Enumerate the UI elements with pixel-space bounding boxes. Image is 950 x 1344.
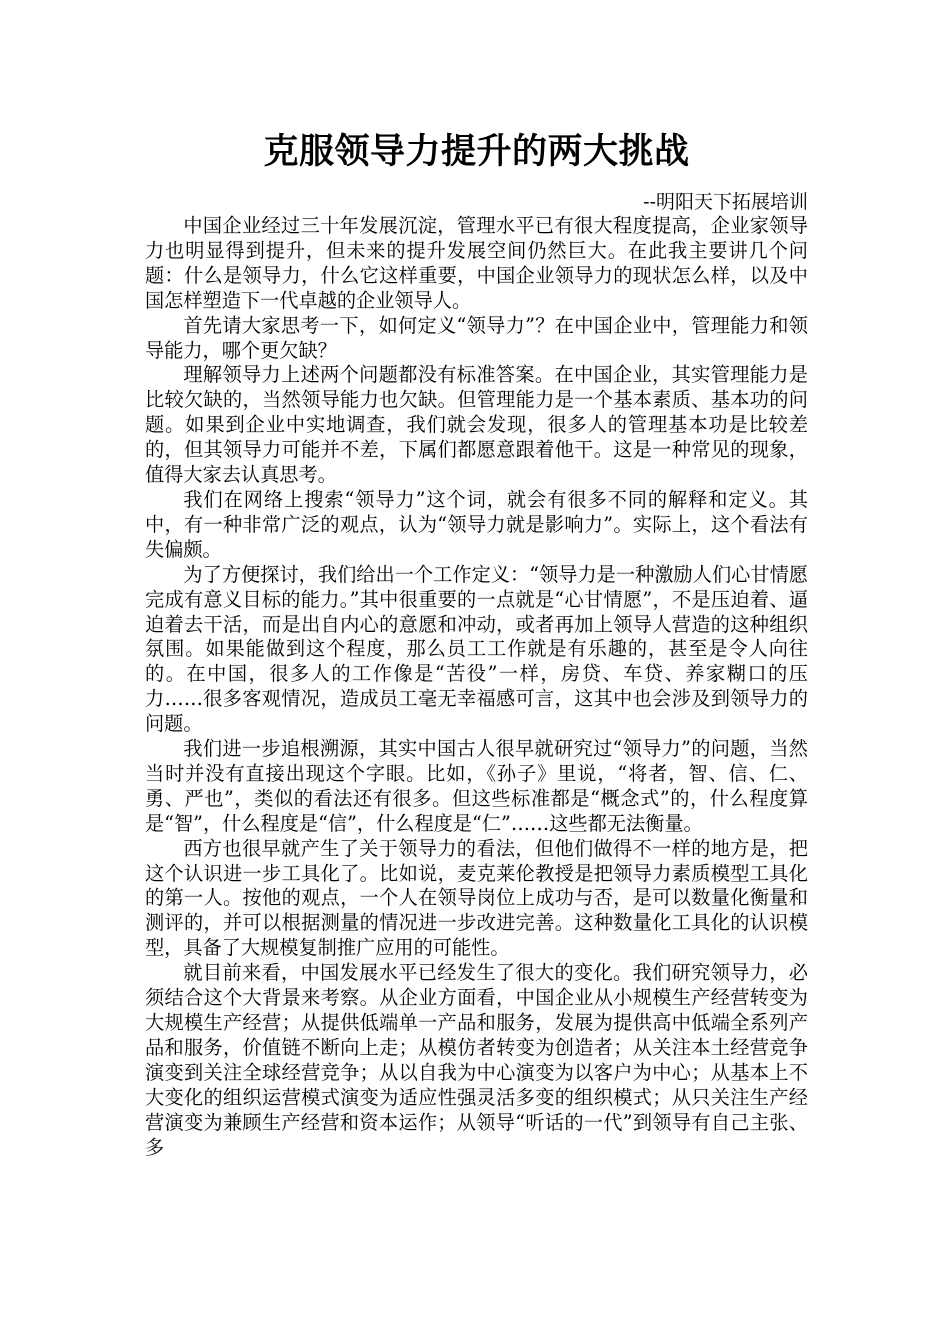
document-byline: --明阳天下拓展培训 [643, 191, 808, 213]
paragraph: 中国企业经过三十年发展沉淀，管理水平已有很大程度提高，企业家领导力也明显得到提升，但未来的提升发展空间仍然巨大。在此我主要讲几个问题：什么是领导力，什么它这样重要，中国企业领导力的现状怎么样，以及中国怎样塑造下一代卓越的企业领导人。 [145, 214, 808, 312]
paragraph: 就目前来看，中国发展水平已经发生了很大的变化。我们研究领导力，必须结合这个大背景来考察。从企业方面看，中国企业从小规模生产经营转变为大规模生产经营；从提供低端单一产品和服务，发展为提供高中低端全系列产品和服务，价值链不断向上走；从模仿者转变为创造者；从关注本土经营竞争演变到关注全球经营竞争；从以自我为中心演变为以客户为中心；从基本上不大变化的组织运营模式演变为适应性强灵活多变的组织模式；从只关注生产经营演变为兼顾生产经营和资本运作；从领导“听话的一代”到领导有自己主张、多 [145, 961, 808, 1159]
paragraph: 我们在网络上搜索“领导力”这个词，就会有很多不同的解释和定义。其中，有一种非常广泛的观点，认为“领导力就是影响力”。实际上，这个看法有失偏颇。 [145, 487, 808, 561]
paragraph: 首先请大家思考一下，如何定义“领导力”？在中国企业中，管理能力和领导能力，哪个更欠缺？ [145, 313, 808, 362]
paragraph: 为了方便探讨，我们给出一个工作定义：“领导力是一种激励人们心甘情愿完成有意义目标的能力。”其中很重要的一点就是“心甘情愿”，不是压迫着、逼迫着去干活，而是出自内心的意愿和冲动，或者再加上领导人营造的这种组织氛围。如果能做到这个程度，那么员工工作就是有乐趣的，甚至是令人向往的。在中国，很多人的工作像是“苦役”一样，房贷、车贷、养家糊口的压力……很多客观情况，造成员工毫无幸福感可言，这其中也会涉及到领导力的问题。 [145, 562, 808, 736]
paragraph: 理解领导力上述两个问题都没有标准答案。在中国企业，其实管理能力是比较欠缺的，当然领导能力也欠缺。但管理能力是一个基本素质、基本功的问题。如果到企业中实地调查，我们就会发现，很多人的管理基本功是比较差的，但其领导力可能并不差，下属们都愿意跟着他干。这是一种常见的现象，值得大家去认真思考。 [145, 363, 808, 487]
document-page [145, 128, 808, 1160]
document-title: 克服领导力提升的两大挑战 [263, 131, 690, 172]
paragraph: 西方也很早就产生了关于领导力的看法，但他们做得不一样的地方是，把这个认识进一步工具化了。比如说，麦克莱伦教授是把领导力素质模型工具化的第一人。按他的观点，一个人在领导岗位上成功与否，是可以数量化衡量和测评的，并可以根据测量的情况进一步改进完善。这种数量化工具化的认识模型，具备了大规模复制推广应用的可能性。 [145, 836, 808, 960]
paragraph: 我们进一步追根溯源，其实中国古人很早就研究过“领导力”的问题，当然当时并没有直接出现这个字眼。比如，《孙子》里说，“将者，智、信、仁、勇、严也”，类似的看法还有很多。但这些标准都是“概念式”的，什么程度算是“智”，什么程度是“信”，什么程度是“仁”……这些都无法衡量。 [145, 737, 808, 835]
